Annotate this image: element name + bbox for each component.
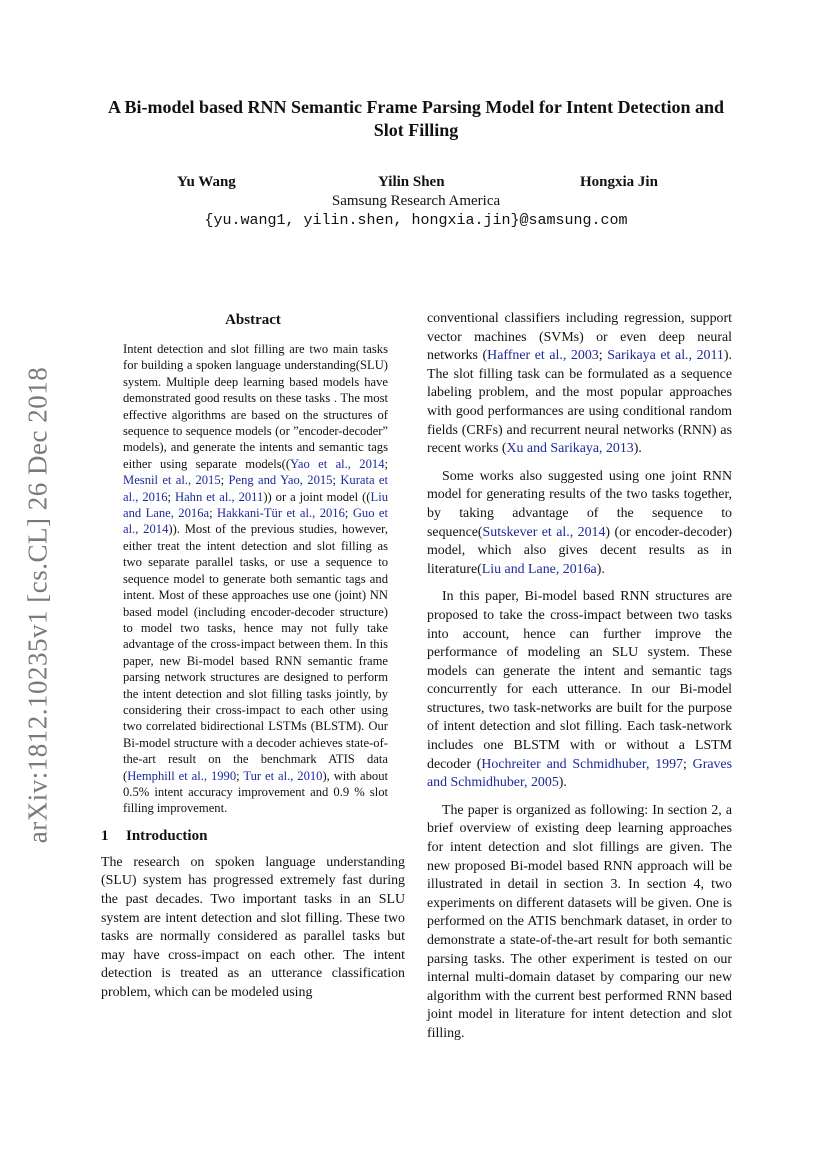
author-3: Hongxia Jin — [580, 174, 658, 190]
text-segment: ; — [384, 456, 388, 471]
citation-link[interactable]: Hemphill et al., 1990 — [127, 768, 237, 783]
arxiv-sidebar-stamp — [8, 360, 68, 850]
citation-link[interactable]: Xu and Sarikaya, 2013 — [506, 441, 634, 457]
section-number: 1 — [101, 827, 109, 844]
author-2: Yilin Shen — [378, 174, 445, 190]
text-segment: Some works also suggested using one joint RNN model for generating results of the two tasks together, by taking advantage of the sequence to sequence( — [427, 468, 732, 540]
text-segment: The research on spoken language understanding (SLU) system has progressed extremely fast during the past decades. Two important tasks in an SLU system are intent detection and slot filling. These two tasks are normally considered as parallel tasks but may have cross-impact on each other. The intent detection is treated as an utterance classification problem, which can be modeled using — [101, 854, 405, 1000]
right-column — [427, 310, 732, 1044]
text-segment: ; — [683, 756, 693, 772]
section-heading-introduction — [101, 828, 405, 845]
citation-link[interactable]: Guo et al., 2014 — [123, 506, 388, 537]
abstract-heading: Abstract — [225, 312, 281, 328]
text-segment: ). — [558, 775, 567, 791]
text-segment: ; — [236, 768, 244, 783]
text-segment: ; — [598, 348, 608, 364]
text-segment: ; — [332, 473, 341, 488]
text-segment: ), with about 0.5% intent accuracy improvement and 0.9 % slot filling improvement. — [123, 768, 388, 816]
citation-link[interactable]: Kurata et al., 2016 — [123, 473, 388, 504]
text-segment: ; — [344, 506, 353, 521]
text-segment: In this paper, Bi-model based RNN structures are proposed to take the cross-impact between two tasks into account, hence can further improve the performance of modeling an SLU system. These models can generate the intent and semantic tags concurrently for each utterance. In our Bi-model structures, two task-networks are built for the purpose of intent detection and slot filling. Each task-network includes one BLSTM with or without a LSTM decoder ( — [427, 589, 732, 772]
text-segment: ) (or encoder-decoder) model, which also gives decent results as in literature( — [427, 524, 732, 577]
citation-link[interactable]: Hochreiter and Schmidhuber, 1997 — [481, 756, 683, 772]
citation-link[interactable]: Liu and Lane, 2016a — [481, 561, 597, 577]
text-segment: ; — [167, 489, 175, 504]
intro-paragraph-organization — [427, 802, 732, 1044]
abstract-text — [123, 341, 388, 817]
paper-title: A Bi-model based RNN Semantic Frame Parsing Model for Intent Detection and Slot Filling — [107, 97, 725, 140]
text-segment: )) or a joint model (( — [263, 489, 371, 504]
citation-link[interactable]: Sutskever et al., 2014 — [482, 524, 606, 540]
author-1: Yu Wang — [177, 174, 236, 190]
left-column — [101, 310, 405, 1003]
section-title: Introduction — [126, 827, 208, 844]
intro-paragraph — [101, 854, 405, 1003]
arxiv-id: arXiv:1812.10235v1 [cs.CL] 26 Dec 2018 — [22, 366, 53, 844]
text-segment: )). Most of the previous studies, however, either treat the intent detection and slot filling as two separate parallel tasks, or use a sequence to sequence model to generate both semantic tags and intent. Most of these approaches use one (joint) NN based model (including encoder-decoder structure) to model two tasks, hence may not fully take advantage of the cross-impact between them. In this paper, new Bi-model based RNN semantic frame parsing network structures are designed to perform the intent detection and slot filling tasks jointly, by considering their cross-impact to each other using two correlated bidirectional LSTMs (BLSTM). Our Bi-model structure with a decoder achieves state-of-the-art result on the benchmark ATIS data ( — [123, 522, 388, 783]
text-segment: ). — [596, 561, 605, 577]
text-segment: Intent detection and slot filling are two main tasks for building a spoken language understanding(SLU) system. Multiple deep learning based models have demonstrated good results on these tasks . The most effective algorithms are based on the structures of sequence to sequence models (or ”encoder-decoder” models), and generate the intents and semantic tags either using separate models(( — [123, 342, 388, 471]
citation-link[interactable]: Yao et al., 2014 — [290, 456, 385, 471]
citation-link[interactable]: Mesnil et al., 2015 — [123, 473, 221, 488]
text-segment: The paper is organized as following: In section 2, a brief overview of existing deep learning approaches for intent detection and slot fillings are given. The new proposed Bi-model based RNN approach will be illustrated in detail in section 3. In section 4, two experiments on different datasets will be given. One is performed on the ATIS benchmark dataset, in order to demonstrate a state-of-the-art result for both semantic parsing tasks. The other experiment is tested on our internal multi-domain dataset by comparing our new algorithm with the current best performed RNN based joint model in literature for intent detection and slot filling. — [427, 802, 732, 1041]
citation-link[interactable]: Haffner et al., 2003 — [487, 348, 599, 364]
citation-link[interactable]: Peng and Yao, 2015 — [228, 473, 333, 488]
citation-link[interactable]: Tur et al., 2010 — [243, 768, 323, 783]
citation-link[interactable]: Graves and Schmidhuber, 2005 — [427, 756, 732, 791]
citation-link[interactable]: Liu and Lane, 2016a — [123, 489, 388, 521]
text-segment: ). The slot filling task can be formulated as a sequence labeling problem, and the most popular approaches with good performances are using conditional random fields (CRFs) and recurrent neural networks (RNN) as recent works ( — [427, 348, 732, 457]
text-segment: conventional classifiers including regression, support vector machines (SVMs) or even deep neural networks ( — [427, 311, 732, 364]
intro-paragraph-bi-model — [427, 588, 732, 793]
text-segment: ; — [220, 473, 229, 488]
text-segment: ). — [633, 441, 642, 457]
citation-link[interactable]: Hahn et al., 2011 — [174, 489, 264, 504]
author-emails: {yu.wang1, yilin.shen, hongxia.jin}@samsung.com — [204, 212, 628, 229]
intro-paragraph-joint-models — [427, 468, 732, 580]
citation-link[interactable]: Sarikaya et al., 2011 — [607, 348, 724, 364]
affiliation: Samsung Research America — [331, 193, 501, 209]
citation-link[interactable]: Hakkani-Tür et al., 2016 — [217, 506, 345, 521]
text-segment: ; — [209, 506, 217, 521]
intro-paragraph-continued — [427, 310, 732, 459]
